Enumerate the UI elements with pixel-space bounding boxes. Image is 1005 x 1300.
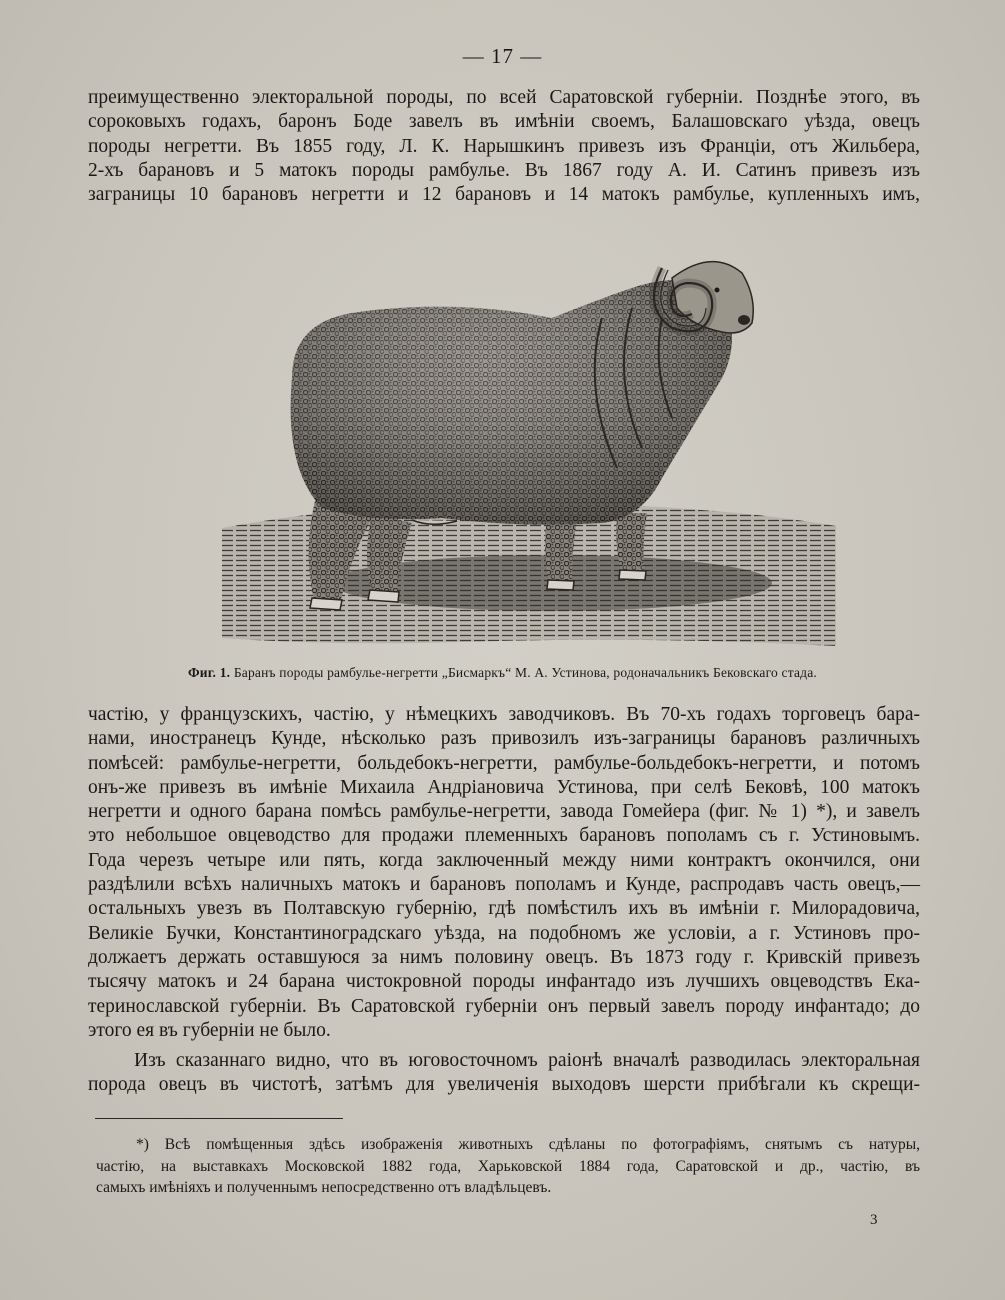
- text-line: Года черезъ четыре или пять, когда заключенный между ними контрактъ окончился, они: [88, 849, 920, 871]
- figure-label: Фиг. 1.: [187, 665, 231, 680]
- text-line: раздѣлили всѣхъ наличныхъ матокъ и барановъ пополамъ и Кунде, распродавъ часть овецъ,—: [88, 874, 920, 896]
- page-number: — 17 —: [462, 44, 543, 68]
- paragraph-2: [88, 703, 920, 1043]
- text-line: порода овецъ въ чистотѣ, затѣмъ для увеличенія выходовъ шерсти прибѣгали къ скрещи-: [88, 1074, 920, 1096]
- text-line: тысячу матокъ и 24 барана чистокровной породы инфантадо изъ лучшихъ овцеводствъ Ека-: [88, 971, 920, 993]
- text-line: преимущественно электоральной породы, по всей Саратовской губерніи. Позднѣе этого, въ: [88, 87, 920, 108]
- text-line: сороковыхъ годахъ, баронъ Боде завелъ въ имѣніи своемъ, Балашовскаго уѣзда, овецъ: [88, 111, 920, 133]
- paragraph-3: [88, 1049, 920, 1098]
- ram-engraving-figure: [222, 228, 836, 652]
- text-line: Изъ сказаннаго видно, что въ юговосточномъ раіонѣ вначалѣ разводилась электоральная: [134, 1050, 920, 1071]
- text-line: заграницы 10 барановъ негретти и 12 барановъ и 14 матокъ рамбулье, купленныхъ имъ,: [88, 184, 920, 206]
- signature-mark: 3: [870, 1212, 878, 1228]
- text-line: остальныхъ увезъ въ Полтавскую губернію, гдѣ помѣстилъ ихъ въ имѣніи г. Милорадовича,: [88, 898, 920, 920]
- text-line: частію, у французскихъ, частію, у нѣмецкихъ заводчиковъ. Въ 70-хъ годахъ торговецъ бара-: [88, 704, 920, 725]
- ram-illustration: [222, 228, 836, 652]
- footnote: [96, 1134, 920, 1199]
- figure-caption: [0, 665, 1005, 681]
- text-line: Великіе Бучки, Константиноградскаго уѣзда, на подобномъ же условіи, а г. Устиновъ про-: [88, 922, 920, 944]
- text-line: этого ея въ губерніи не было.: [88, 1019, 331, 1041]
- footnote-line: самыхъ имѣніяхъ и полученнымъ непосредственно отъ владѣльцевъ.: [96, 1179, 552, 1196]
- paragraph-1: [88, 86, 920, 207]
- figure-caption-text: Баранъ породы рамбулье-негретти „Бисмаркъ“ М. А. Устинова, родоначальникъ Бековскаго стада.: [233, 665, 818, 680]
- text-line: породы негретти. Въ 1855 году, Л. К. Нарышкинъ привезъ изъ Франціи, отъ Жильбера,: [88, 135, 920, 157]
- text-line: теринославской губерніи. Въ Саратовской губерніи онъ первый завелъ породу инфантадо; до: [88, 995, 920, 1017]
- text-line: помѣсей: рамбулье-негретти, больдебокъ-негретти, рамбулье-больдебокъ-негретти, и потомъ: [88, 752, 920, 774]
- text-line: негретти и одного барана помѣсь рамбулье-негретти, завода Гомейера (фиг. № 1) *), и завелъ: [88, 801, 920, 823]
- text-line: должаетъ держать оставшуюся за нимъ половину овецъ. Въ 1873 году г. Кривскій привезъ: [88, 946, 920, 968]
- text-line: онъ-же привезъ въ имѣніе Михаила Андріановича Устинова, при селѣ Бековѣ, 100 матокъ: [88, 776, 920, 798]
- text-line: это небольшое овцеводство для продажи племенныхъ барановъ пополамъ съ г. Устиновымъ.: [88, 825, 920, 847]
- footnote-line: частію, на выставкахъ Московской 1882 года, Харьковской 1884 года, Саратовской и др., частію, въ: [96, 1157, 920, 1175]
- text-line: нами, иностранецъ Кунде, нѣсколько разъ привозилъ изъ-заграницы барановъ различныхъ: [88, 728, 920, 750]
- footnote-divider: [95, 1118, 343, 1119]
- footnote-line: *) Всѣ помѣщенныя здѣсь изображенія животныхъ сдѣланы по фотографіямъ, снятымъ съ натуры,: [136, 1136, 920, 1153]
- text-line: 2-хъ барановъ и 5 матокъ породы рамбулье. Въ 1867 году А. И. Сатинъ привезъ изъ: [88, 159, 920, 181]
